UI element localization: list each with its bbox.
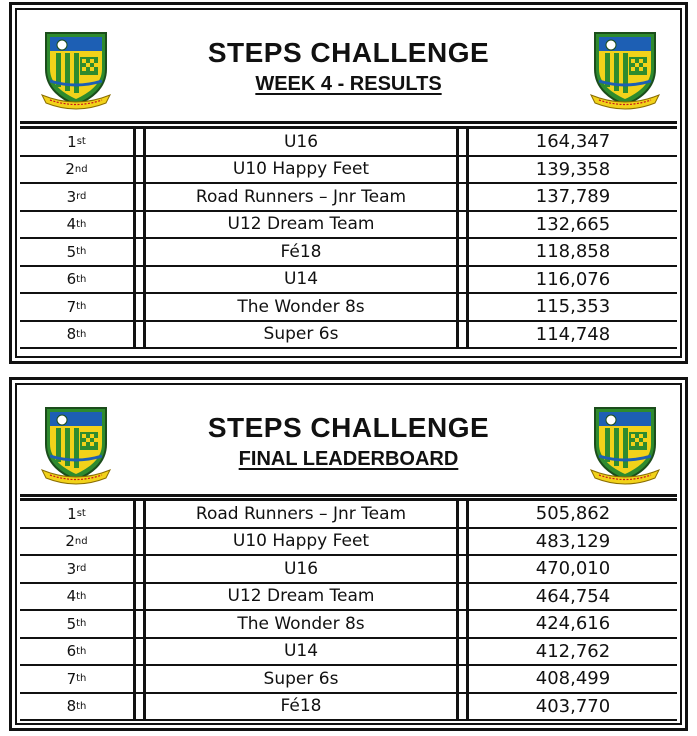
- table-row: [20, 529, 677, 557]
- steps-cell: 505,862: [535, 503, 611, 525]
- column-divider: [136, 694, 146, 720]
- column-divider: [136, 212, 146, 238]
- board-subtitle: WEEK 4 - RESULTS: [255, 73, 442, 95]
- team-cell: Road Runners – Jnr Team: [146, 501, 459, 527]
- board-title: STEPS CHALLENGE: [207, 37, 490, 68]
- rank-suffix: rd: [76, 191, 87, 203]
- team-cell: U12 Dream Team: [146, 212, 459, 238]
- club-crest-icon: [589, 404, 661, 486]
- rank-suffix: rd: [76, 563, 87, 575]
- steps-cell: 137,789: [535, 186, 611, 208]
- table-row: [20, 267, 677, 295]
- steps-cell: 132,665: [535, 213, 611, 235]
- rank-suffix: st: [76, 508, 86, 520]
- table-row: [20, 639, 677, 667]
- team-cell: U16: [146, 556, 459, 582]
- rank-suffix: th: [76, 246, 87, 258]
- rank-cell: [20, 294, 136, 320]
- rank-suffix: th: [76, 645, 87, 657]
- steps-cell: 164,347: [535, 131, 611, 153]
- leaderboard-table: [20, 498, 677, 721]
- table-row: [20, 501, 677, 529]
- team-cell: The Wonder 8s: [146, 611, 459, 637]
- steps-cell: 139,358: [535, 158, 611, 180]
- rank-number: 6: [66, 642, 77, 661]
- table-row: [20, 556, 677, 584]
- rank-cell: [20, 157, 136, 183]
- steps-cell: 116,076: [535, 268, 611, 290]
- column-divider: [136, 584, 146, 610]
- rank-cell: [20, 212, 136, 238]
- column-divider: [136, 529, 146, 555]
- rank-number: 7: [66, 669, 77, 688]
- column-divider: [459, 529, 469, 555]
- rank-number: 7: [66, 297, 77, 316]
- rank-cell: [20, 322, 136, 348]
- team-cell: U10 Happy Feet: [146, 529, 459, 555]
- rank-number: 2: [65, 160, 75, 179]
- column-divider: [459, 694, 469, 720]
- column-divider: [136, 322, 146, 348]
- rank-number: 5: [66, 614, 77, 633]
- club-crest-icon: [589, 29, 661, 111]
- steps-cell: 114,748: [535, 323, 611, 345]
- team-cell: Fé18: [146, 694, 459, 720]
- team-cell: Fé18: [146, 239, 459, 265]
- rank-number: 5: [66, 242, 77, 261]
- column-divider: [136, 639, 146, 665]
- column-divider: [459, 267, 469, 293]
- team-cell: Super 6s: [146, 322, 459, 348]
- rank-cell: [20, 666, 136, 692]
- column-divider: [459, 239, 469, 265]
- steps-cell: 403,770: [535, 695, 611, 717]
- rank-cell: [20, 239, 136, 265]
- table-row: [20, 294, 677, 322]
- rank-number: 1: [67, 132, 77, 151]
- rank-number: 3: [66, 559, 77, 578]
- rank-cell: [20, 267, 136, 293]
- rank-cell: [20, 639, 136, 665]
- steps-cell: 118,858: [535, 241, 611, 263]
- rank-cell: [20, 501, 136, 527]
- table-row: [20, 129, 677, 157]
- rank-number: 2: [65, 532, 75, 551]
- steps-cell: 424,616: [535, 613, 611, 635]
- column-divider: [459, 184, 469, 210]
- steps-cell: 483,129: [535, 530, 611, 552]
- rank-suffix: th: [76, 301, 87, 313]
- rank-cell: [20, 529, 136, 555]
- column-divider: [459, 639, 469, 665]
- rank-suffix: th: [76, 273, 87, 285]
- team-cell: The Wonder 8s: [146, 294, 459, 320]
- rank-number: 1: [67, 504, 77, 523]
- rank-number: 8: [66, 325, 77, 344]
- column-divider: [136, 501, 146, 527]
- table-row: [20, 184, 677, 212]
- rank-suffix: th: [76, 218, 87, 230]
- table-row: [20, 666, 677, 694]
- team-cell: Road Runners – Jnr Team: [146, 184, 459, 210]
- table-row: [20, 212, 677, 240]
- column-divider: [459, 584, 469, 610]
- table-row: [20, 694, 677, 722]
- column-divider: [136, 556, 146, 582]
- rank-number: 4: [66, 587, 77, 606]
- steps-cell: 412,762: [535, 640, 611, 662]
- rank-suffix: th: [76, 328, 87, 340]
- board-header: [20, 388, 677, 497]
- rank-suffix: st: [76, 136, 86, 148]
- results-table: [20, 126, 677, 349]
- column-divider: [459, 556, 469, 582]
- column-divider: [136, 294, 146, 320]
- rank-cell: [20, 694, 136, 720]
- column-divider: [136, 184, 146, 210]
- column-divider: [459, 294, 469, 320]
- column-divider: [459, 212, 469, 238]
- column-divider: [459, 129, 469, 155]
- rank-cell: [20, 611, 136, 637]
- board-subtitle: FINAL LEADERBOARD: [238, 448, 459, 470]
- column-divider: [459, 666, 469, 692]
- rank-number: 4: [66, 215, 77, 234]
- rank-suffix: th: [76, 700, 87, 712]
- table-row: [20, 239, 677, 267]
- column-divider: [459, 611, 469, 637]
- week-results-board: [9, 2, 688, 364]
- rank-cell: [20, 129, 136, 155]
- team-cell: U10 Happy Feet: [146, 157, 459, 183]
- team-cell: Super 6s: [146, 666, 459, 692]
- steps-cell: 470,010: [535, 558, 611, 580]
- column-divider: [136, 611, 146, 637]
- team-cell: U12 Dream Team: [146, 584, 459, 610]
- rank-suffix: nd: [74, 535, 88, 547]
- rank-cell: [20, 584, 136, 610]
- rank-number: 3: [66, 187, 77, 206]
- board-title: STEPS CHALLENGE: [207, 412, 490, 443]
- rank-cell: [20, 556, 136, 582]
- column-divider: [459, 157, 469, 183]
- column-divider: [136, 239, 146, 265]
- rank-number: 6: [66, 270, 77, 289]
- team-cell: U14: [146, 639, 459, 665]
- column-divider: [136, 666, 146, 692]
- rank-suffix: th: [76, 673, 87, 685]
- rank-suffix: th: [76, 590, 87, 602]
- column-divider: [136, 129, 146, 155]
- rank-number: 8: [66, 697, 77, 716]
- rank-suffix: nd: [74, 163, 88, 175]
- table-row: [20, 611, 677, 639]
- column-divider: [136, 267, 146, 293]
- rank-suffix: th: [76, 618, 87, 630]
- table-row: [20, 157, 677, 185]
- team-cell: U16: [146, 129, 459, 155]
- board-header: [20, 13, 677, 124]
- steps-cell: 408,499: [535, 668, 611, 690]
- column-divider: [459, 501, 469, 527]
- steps-cell: 115,353: [535, 296, 611, 318]
- steps-cell: 464,754: [535, 585, 611, 607]
- column-divider: [459, 322, 469, 348]
- table-row: [20, 584, 677, 612]
- team-cell: U14: [146, 267, 459, 293]
- rank-cell: [20, 184, 136, 210]
- table-row: [20, 322, 677, 350]
- column-divider: [136, 157, 146, 183]
- final-leaderboard-board: [9, 377, 688, 731]
